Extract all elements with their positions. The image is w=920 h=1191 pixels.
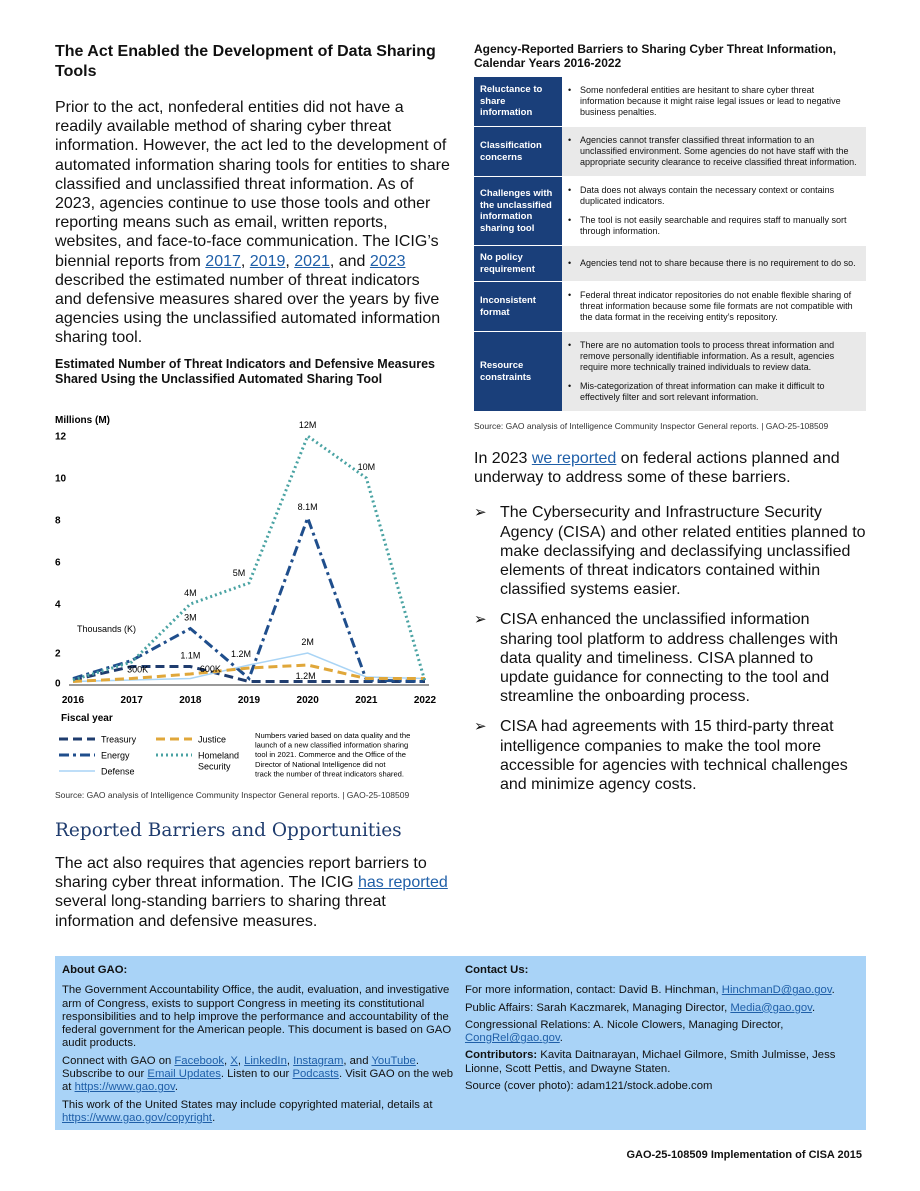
bullet-icon: • <box>568 185 572 195</box>
para-text: described the estimated number of threat indicators and defensive measures shared over the years by five agencies using the unclassified automated information sharing tool. <box>55 271 441 347</box>
text: . <box>831 984 835 997</box>
bullet-item <box>568 258 858 269</box>
para-text: In 2023 <box>474 450 532 467</box>
data-label: 4M <box>184 588 197 598</box>
actions-paragraph <box>474 449 866 487</box>
bullet-text: Data does not always contain the necessary context or contains duplicated indicators. <box>580 185 835 206</box>
has-reported-link[interactable]: has reported <box>357 874 448 892</box>
bullet-item <box>568 135 858 168</box>
x-link[interactable]: X <box>230 1054 238 1067</box>
data-label: 3M <box>184 612 197 623</box>
copyright-link[interactable]: https://www.gao.gov/copyright <box>62 1111 213 1124</box>
x-axis-title: Fiscal year <box>61 713 113 724</box>
data-label: 12M <box>298 420 317 430</box>
bullet-text: There are no automation tools to process threat information and remove personally identifiable information. As a result, agencies require more technically trained individuals to review data. <box>580 340 835 372</box>
facebook-link[interactable]: Facebook <box>174 1054 225 1067</box>
bullet-icon: • <box>568 381 572 391</box>
legend-label: Defense <box>101 766 135 777</box>
secondary-axis-label: Thousands (K) <box>77 624 137 634</box>
text: , <box>286 1054 294 1067</box>
row-header: No policy requirement <box>474 246 562 282</box>
media-email-link[interactable]: Media@gao.gov <box>730 1001 812 1014</box>
cover-photo-source: Source (cover photo): adam121/stock.adobe.com <box>464 1080 713 1093</box>
bullet-text: Agencies tend not to share because there is no requirement to do so. <box>580 258 856 268</box>
intro-paragraph <box>55 98 450 348</box>
y-tick-label: 6 <box>55 557 61 569</box>
right-column <box>474 42 866 805</box>
row-content <box>562 77 866 127</box>
bullet-item <box>568 290 858 323</box>
table-row <box>474 77 866 127</box>
para-text: on federal actions planned and underway to address some of these barriers. <box>474 450 840 487</box>
text: . Visit GAO on the web at <box>62 1068 454 1094</box>
chart-note: tool in 2021. Commerce and the Office of the <box>255 750 406 760</box>
connect-text <box>62 1055 464 1095</box>
y-tick-label: 0 <box>55 678 61 690</box>
legend-label: Energy <box>101 750 130 761</box>
row-header: Reluctance to share information <box>474 77 562 127</box>
contact-us <box>465 964 859 1122</box>
table-row <box>474 127 866 177</box>
bullet-item <box>568 340 858 373</box>
para-text: several long-standing barriers to sharing threat information and defensive measures. <box>55 893 386 930</box>
email-updates-link[interactable]: Email Updates <box>147 1068 221 1081</box>
document-id: GAO-25-108509 Implementation of CISA 2015 <box>626 1149 862 1161</box>
contributors-label: Contributors: <box>464 1049 538 1062</box>
row-header: Classification concerns <box>474 127 562 177</box>
congressional-relations <box>465 1019 859 1046</box>
list-item <box>474 717 866 794</box>
list-item-text: CISA enhanced the unclassified information sharing tool platform to address challenges with data quality and timeliness. CISA planned to update guidance for connecting to the tool and streamline the onboarding process. <box>500 611 838 706</box>
bullet-icon: • <box>568 135 572 145</box>
instagram-link[interactable]: Instagram <box>293 1054 344 1067</box>
we-reported-link[interactable]: we reported <box>531 450 617 467</box>
gao-website-link[interactable]: https://www.gao.gov <box>74 1081 175 1094</box>
barriers-paragraph <box>55 854 450 931</box>
link-2023[interactable]: 2023 <box>369 252 406 270</box>
barriers-table <box>474 77 866 412</box>
text: Connect with GAO on <box>62 1054 175 1067</box>
contact-info <box>465 984 859 997</box>
barriers-section <box>55 820 450 931</box>
data-label: 600K <box>199 664 221 674</box>
chart-note: Director of National Intelligence did not <box>255 759 386 769</box>
y-tick-label: 2 <box>55 648 61 660</box>
congrel-email-link[interactable]: CongRel@gao.gov <box>464 1032 560 1045</box>
bullet-icon: • <box>568 340 572 350</box>
table-row <box>474 282 866 332</box>
bullet-text: Mis-categorization of threat information can make it difficult to effectively filter and sort relevant information. <box>580 381 825 402</box>
bullet-text: Federal threat indicator repositories do not enable flexible sharing of threat information because some file formats are not compatible with the data format in the receiving entity’s repository. <box>580 290 853 322</box>
bullet-icon: • <box>568 290 572 300</box>
bullet-item <box>568 215 858 237</box>
link-2019[interactable]: 2019 <box>249 252 286 270</box>
table-row <box>474 246 866 282</box>
about-text: The Government Accountability Office, the audit, evaluation, and investigative arm of Congress, exists to support Congress in meeting its constitutional responsibilities and to help improve the performance and accountability of the federal government for the American people. This document is based on GAO audit products. <box>62 984 452 1050</box>
arrow-bullet-icon: ➢ <box>474 718 487 736</box>
x-tick-label: 2022 <box>413 695 437 706</box>
actions-list <box>474 503 866 794</box>
table-row <box>474 177 866 246</box>
arrow-bullet-icon: ➢ <box>474 504 487 522</box>
text: . <box>212 1111 216 1124</box>
y-axis-title: Millions (M) <box>55 415 110 426</box>
bullet-item <box>568 185 858 207</box>
data-label: 8.1M <box>297 501 318 512</box>
row-content <box>562 332 866 412</box>
hinchman-email-link[interactable]: HinchmanD@gao.gov <box>721 984 832 997</box>
left-column <box>55 42 450 387</box>
list-item <box>474 503 866 599</box>
y-tick-label: 4 <box>55 599 61 611</box>
about-heading: About GAO: <box>62 964 128 976</box>
para-text: Prior to the act, nonfederal entities did not have a readily available method of sharing cyber threat information. However, the act led to the development of automated information sharing tools for entities to share classified and unclassified threat information. As of 2023, agencies continue to use those tools and other reporting means such as email, written reports, websites, and face-to-face communication. The ICIG’s biennial reports from <box>55 99 450 270</box>
list-item-text: The Cybersecurity and Infrastructure Security Agency (CISA) and other related entities planned to make declassifying and declassifying unclassified elements of threat indicators contained within classified systems easier. <box>500 504 866 599</box>
data-label: 300K <box>127 664 149 675</box>
line-chart <box>55 412 455 800</box>
table-source: Source: GAO analysis of Intelligence Community Inspector General reports. | GAO-25-108509 <box>474 421 829 431</box>
data-label: 1.2M <box>230 649 252 659</box>
table-row <box>474 332 866 412</box>
legend-label: Justice <box>198 734 227 745</box>
chart-note: track the number of threat indicators shared. <box>255 769 404 779</box>
row-content <box>562 282 866 332</box>
text: . <box>559 1032 563 1045</box>
footer-box <box>55 956 866 1130</box>
text: Public Affairs: Sarah Kaczmarek, Managing Director, <box>464 1001 731 1014</box>
contributors <box>465 1049 859 1076</box>
chart-title: Estimated Number of Threat Indicators and Defensive Measures Shared Using the Unclassified Automated Sharing Tool <box>55 356 435 386</box>
row-content <box>562 177 866 246</box>
para-text: , and <box>329 252 370 270</box>
bullet-item <box>568 381 858 403</box>
arrow-bullet-icon: ➢ <box>474 611 487 629</box>
chart-note: Numbers varied based on data quality and the <box>255 731 411 740</box>
text: . Subscribe to our <box>62 1054 419 1081</box>
text: Kavita Daitnarayan, Michael Gilmore, Smith Julmisse, Jess Lionne, Scott Pettis, and Dwayne Staten. <box>464 1049 836 1075</box>
data-label: 10M <box>357 462 376 472</box>
para-text: , <box>240 252 250 270</box>
row-header: Resource constraints <box>474 332 562 412</box>
text: . Listen to our <box>220 1068 293 1081</box>
text: . <box>174 1081 178 1094</box>
about-gao <box>62 964 464 1122</box>
bullet-icon: • <box>568 85 572 95</box>
copyright-text <box>62 1099 464 1126</box>
public-affairs <box>465 1002 859 1015</box>
chart-note: launch of a new classified information sharing <box>255 740 409 750</box>
row-header: Challenges with the unclassified information sharing tool <box>474 177 562 246</box>
text: , <box>224 1054 231 1067</box>
text: , <box>237 1054 245 1067</box>
bullet-text: The tool is not easily searchable and requires staff to manually sort through information. <box>580 215 847 236</box>
table-title: Agency-Reported Barriers to Sharing Cyber Threat Information, Calendar Years 2016-2022 <box>474 42 837 70</box>
text: . <box>811 1001 816 1014</box>
y-tick-label: 8 <box>55 515 61 527</box>
x-tick-label: 2017 <box>120 695 143 706</box>
list-item <box>474 610 866 706</box>
linkedin-link[interactable]: LinkedIn <box>244 1054 287 1067</box>
bullet-text: Agencies cannot transfer classified threat information to an unclassified environment. Some agencies do not have staff with the appropriate security clearance to receive classified threat information. <box>580 135 857 167</box>
bullet-text: Some nonfederal entities are hesitant to share cyber threat information because it might raise legal issues or lead to negative business penalties. <box>580 85 841 117</box>
youtube-link[interactable]: YouTube <box>371 1054 416 1067</box>
x-tick-label: 2019 <box>237 695 261 706</box>
y-tick-label: 10 <box>55 473 67 485</box>
para-text: The act also requires that agencies report barriers to sharing cyber threat information. The ICIG <box>55 855 427 892</box>
bullet-icon: • <box>568 258 572 268</box>
data-label: 5M <box>232 568 246 578</box>
contact-heading: Contact Us: <box>464 964 529 976</box>
y-tick-label: 12 <box>55 431 67 443</box>
data-label: 1.2M <box>295 671 316 681</box>
x-tick-label: 2021 <box>355 695 378 706</box>
series-line-homeland <box>73 436 425 682</box>
text: Congressional Relations: A. Nicole Clowers, Managing Director, <box>464 1018 784 1031</box>
legend-label: Homeland <box>198 750 240 761</box>
row-content <box>562 246 866 282</box>
text: For more information, contact: David B. Hinchman, <box>464 984 722 997</box>
row-content <box>562 127 866 177</box>
chart-source: Source: GAO analysis of Intelligence Community Inspector General reports. | GAO-25-108509 <box>55 790 410 800</box>
x-tick-label: 2018 <box>179 695 202 706</box>
para-text: , <box>285 252 295 270</box>
list-item-text: CISA had agreements with 15 third-party threat intelligence companies to make the tool more accessible for agencies with technical challenges and minimize agency costs. <box>500 718 848 794</box>
x-tick-label: 2016 <box>61 695 85 706</box>
legend-label: Security <box>198 761 231 772</box>
section2-heading: Reported Barriers and Opportunities <box>55 820 402 841</box>
data-label: 1.1M <box>180 650 201 661</box>
row-header: Inconsistent format <box>474 282 562 332</box>
text: This work of the United States may include copyrighted material, details at <box>62 1098 433 1111</box>
legend-label: Treasury <box>101 734 137 745</box>
section-heading: The Act Enabled the Development of Data Sharing Tools <box>55 43 436 80</box>
link-2017[interactable]: 2017 <box>205 252 241 270</box>
podcasts-link[interactable]: Podcasts <box>292 1068 339 1081</box>
text: , and <box>343 1054 372 1067</box>
link-2021[interactable]: 2021 <box>294 252 330 270</box>
data-label: 2M <box>301 637 314 647</box>
bullet-icon: • <box>568 215 572 225</box>
chart-svg <box>55 412 455 797</box>
x-tick-label: 2020 <box>296 695 319 706</box>
bullet-item <box>568 85 858 118</box>
